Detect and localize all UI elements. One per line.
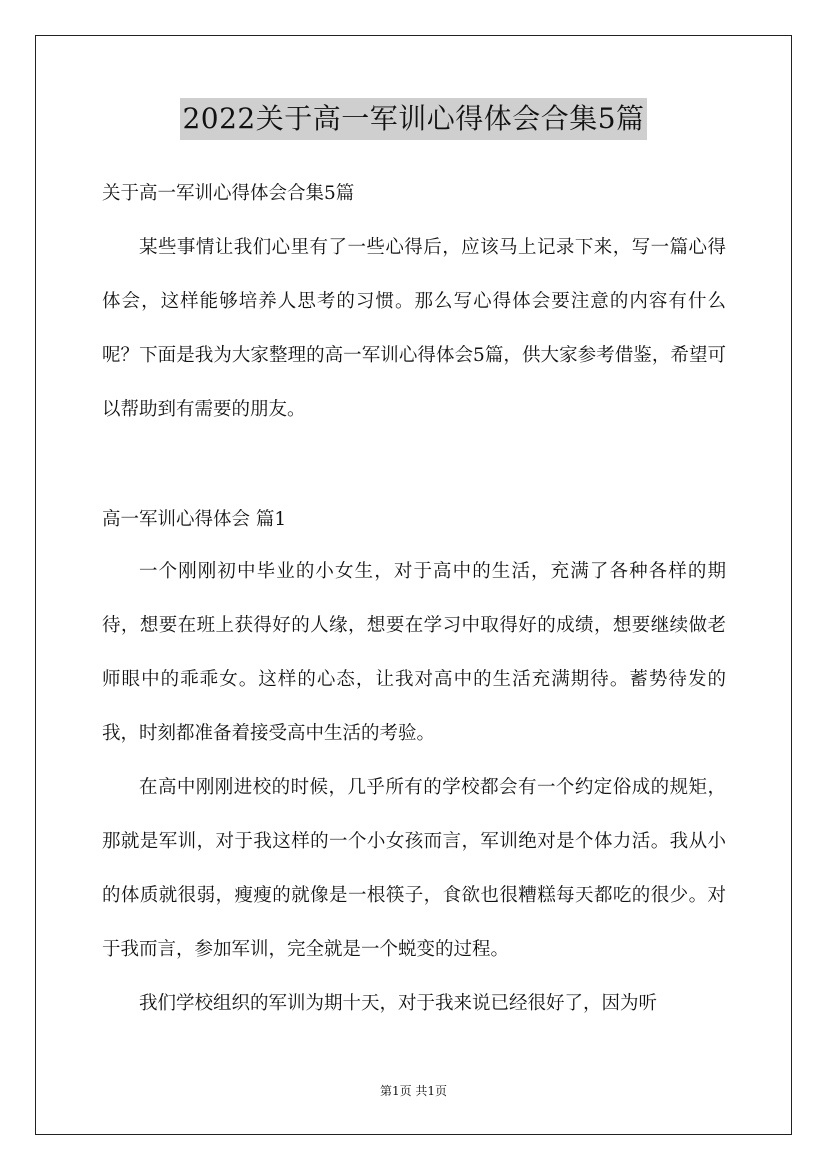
intro-paragraph: 某些事情让我们心里有了一些心得后，应该马上记录下来，写一篇心得体会，这样能够培养人思考的习惯。那么写心得体会要注意的内容有什么呢？下面是我为大家整理的高一军训心得体会5篇，供大家参考借鉴，希望可以帮助到有需要的朋友。	[102, 237, 726, 420]
section-heading: 高一军训心得体会 篇1	[102, 509, 287, 530]
paragraph-3: 我们学校组织的军训为期十天，对于我来说已经很好了，因为听	[139, 993, 658, 1014]
title-container	[0, 98, 827, 140]
page-title: 2022关于高一军训心得体会合集5篇	[180, 98, 646, 140]
paragraph-2: 在高中刚刚进校的时候，几乎所有的学校都会有一个约定俗成的规矩，那就是军训，对于我这样的一个小女孩而言，军训绝对是个体力活。我从小的体质就很弱，瘦瘦的就像是一根筷子，食欲也很糟糕每天都吃的很少。对于我而言，参加军训，完全就是一个蜕变的过程。	[102, 777, 726, 960]
page-footer: 第1页 共1页	[379, 1084, 448, 1098]
paragraph-1: 一个刚刚初中毕业的小女生，对于高中的生活，充满了各种各样的期待，想要在班上获得好的人缘，想要在学习中取得好的成绩，想要继续做老师眼中的乖乖女。这样的心态，让我对高中的生活充满期待。蓄势待发的我，时刻都准备着接受高中生活的考验。	[102, 561, 726, 744]
document-subtitle: 关于高一军训心得体会合集5篇	[102, 183, 355, 204]
